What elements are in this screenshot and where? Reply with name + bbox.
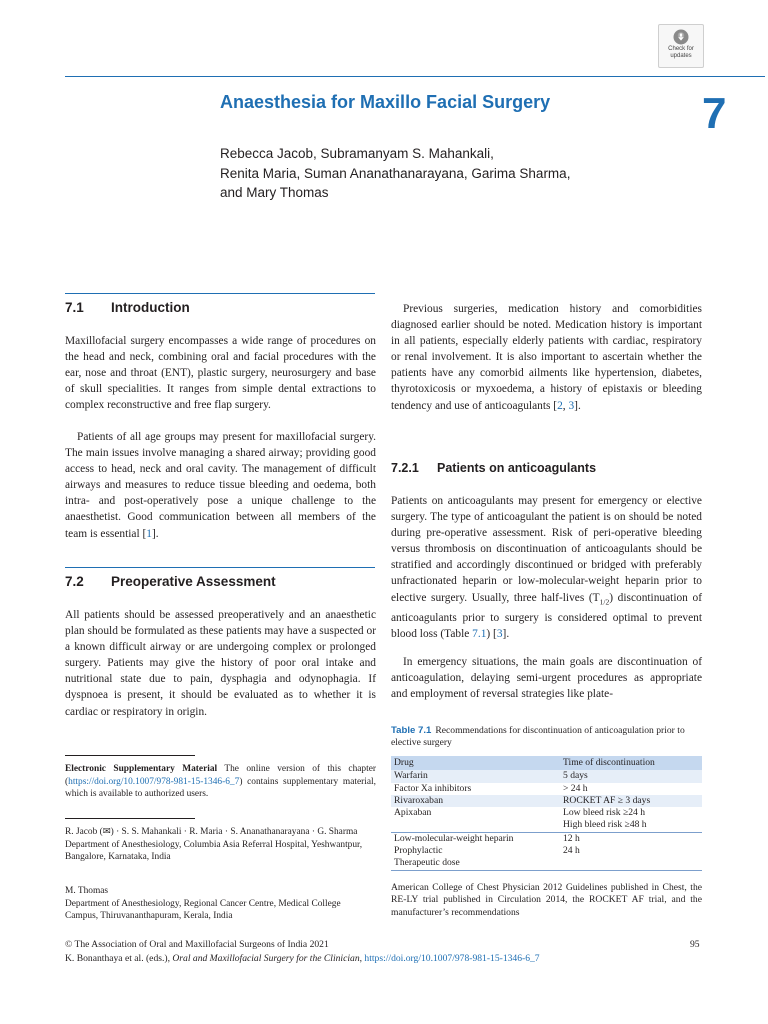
subsection-title: Patients on anticoagulants bbox=[437, 461, 597, 475]
table-label: Table 7.1 bbox=[391, 725, 432, 736]
table-cell: Rivaroxaban bbox=[391, 795, 560, 807]
table-reference-link[interactable]: 7.1 bbox=[472, 628, 487, 641]
preop-paragraph-1: All patients should be assessed preoperatively and an anaesthetic plan should be formulated as these patients may have a suspected or a known difficult airway or are undergoing complex or prolonged surgery. Patients may give the history of poor oral intake and nutritional state due to pain, dysphagia and odynophagia. If dyspnoea is present, it should be evaluated as to whether it is cardiac or respiratory in origin. bbox=[65, 609, 376, 718]
subsection-number: 7.2.1 bbox=[391, 461, 419, 475]
table-caption bbox=[391, 725, 701, 750]
section-number: 7.1 bbox=[65, 300, 84, 315]
section-rule bbox=[65, 567, 375, 568]
paragraph-text: Patients of all age groups may present for maxillofacial surgery. The main issues involve managing a shared airway; providing good access to head, neck and oral cavity. The management of difficult airways and measures to reduce tissue bleeding and oedema, both intra- and post-operatively pose a unique challenge to the anaesthetist. Good communication between all members of the team is essential [ bbox=[65, 431, 376, 540]
table-cell: Low-molecular-weight heparin bbox=[391, 832, 560, 845]
paragraph-text: ]. bbox=[152, 527, 159, 540]
citation-link[interactable]: 3 bbox=[496, 628, 503, 641]
table-row bbox=[391, 845, 702, 857]
affiliation-block bbox=[65, 826, 376, 864]
table-cell: Factor Xa inhibitors bbox=[394, 782, 472, 794]
subscript: 1/2 bbox=[599, 596, 610, 606]
citation-prefix: K. Bonanthaya et al. (eds.), bbox=[65, 953, 173, 964]
table-cell: > 24 h bbox=[563, 782, 588, 794]
table-cell: ROCKET AF ≥ 3 days bbox=[560, 795, 702, 807]
table-cell: Therapeutic dose bbox=[391, 857, 560, 870]
page-number: 95 bbox=[690, 939, 700, 950]
intro-paragraph-1: Maxillofacial surgery encompasses a wide range of procedures on the head and neck, combining oral and facial procedures with the ear, nose and throat (ENT), plastic surgery, neurosurgery and base of skull specialities. It ranges from simple dental extractions to complex reconstructive and free flap surgery. bbox=[65, 335, 376, 412]
table-cell: Prophylactic bbox=[394, 845, 443, 857]
table-row bbox=[391, 857, 702, 870]
book-title: Oral and Maxillofacial Surgery for the Clinician bbox=[172, 953, 360, 964]
header-rule bbox=[65, 76, 765, 77]
affiliation-department: Department of Anesthesiology, Columbia Asia Referral Hospital, Yeshwantpur, Bangalore, Karnataka, India bbox=[65, 839, 363, 862]
supplementary-note bbox=[65, 763, 376, 801]
table-header-row bbox=[391, 756, 702, 770]
footnote-rule bbox=[65, 755, 195, 756]
intro-paragraph-2 bbox=[65, 429, 376, 542]
table-cell: Low bleed risk ≥24 h bbox=[563, 807, 646, 819]
table-row bbox=[391, 807, 702, 819]
affiliation-names: R. Jacob (✉) · S. S. Mahankali · R. Maria · S. Ananathanarayana · G. Sharma bbox=[65, 827, 358, 837]
citation-separator: , bbox=[359, 953, 365, 964]
paragraph-text: ]. bbox=[574, 399, 581, 412]
table-cell: 5 days bbox=[560, 770, 702, 782]
paragraph-text: ) discontinuation of anticoagulants prior to surgery is considered optimal to prevent blood loss (Table bbox=[391, 591, 702, 641]
section-heading-preoperative bbox=[65, 574, 276, 589]
paragraph-text: , bbox=[562, 399, 569, 412]
supplementary-link[interactable]: https://doi.org/10.1007/978-981-15-1346-6_7 bbox=[68, 776, 240, 787]
citation-line bbox=[65, 952, 540, 965]
table-header-cell: Drug bbox=[391, 756, 560, 770]
author-line: Renita Maria, Suman Ananathanarayana, Garima Sharma, bbox=[220, 165, 571, 181]
copyright-line: © The Association of Oral and Maxillofacial Surgeons of India 2021 bbox=[65, 939, 329, 950]
section-rule bbox=[65, 293, 375, 294]
table-cell: Warfarin bbox=[391, 770, 560, 782]
anticoagulant-paragraph-2: In emergency situations, the main goals are discontinuation of anticoagulation, delaying semi-urgent procedures as appropriate and employment of reversal strategies like plate- bbox=[391, 656, 702, 701]
badge-line1: Check for bbox=[668, 46, 694, 52]
table-cell bbox=[391, 819, 560, 832]
table-cell: 24 h bbox=[563, 845, 580, 857]
crossmark-icon bbox=[673, 29, 689, 45]
supplementary-label: Electronic Supplementary Material bbox=[65, 764, 218, 774]
affiliation-block bbox=[65, 885, 376, 923]
paragraph-text: Patients on anticoagulants may present for emergency or elective surgery. The type of anticoagulant the patient is on should be noted during pre-operative assessment. Risk of peri-operative bleeding versus thrombosis on discontinuation of anticoagulants should be stratified and accordingly discontinued or bridged with preferably unfractionated heparin or low-molecular-weight heparin prior to elective surgery. Usually, three half-lives (T bbox=[391, 495, 702, 604]
history-paragraph bbox=[391, 301, 702, 414]
paragraph-text: ]. bbox=[502, 628, 510, 641]
section-title: Preoperative Assessment bbox=[111, 574, 276, 589]
doi-link[interactable]: https://doi.org/10.1007/978-981-15-1346-6_7 bbox=[364, 953, 540, 964]
table-caption-text: Recommendations for discontinuation of anticoagulation prior to elective surgery bbox=[391, 725, 685, 749]
anticoagulation-table bbox=[391, 756, 702, 871]
table-row bbox=[391, 770, 702, 782]
author-line: and Mary Thomas bbox=[220, 185, 329, 200]
subsection-heading-anticoagulants bbox=[391, 461, 596, 475]
table-footnote: American College of Chest Physician 2012 Guidelines published in Chest, the RE-LY trial published in Circulation 2014, the ROCKET AF trial, and the manufacturer’s recommendations bbox=[391, 882, 702, 918]
table-cell: Apixaban bbox=[394, 807, 432, 819]
table-cell: 12 h bbox=[560, 832, 702, 845]
footnote-rule bbox=[65, 818, 195, 819]
paragraph-text: ) [ bbox=[486, 628, 497, 641]
affiliation-names: M. Thomas bbox=[65, 886, 109, 896]
citation-link[interactable]: 3 bbox=[568, 399, 575, 412]
table-header-cell: Time of discontinuation bbox=[560, 756, 702, 770]
author-line: Rebecca Jacob, Subramanyam S. Mahankali, bbox=[220, 146, 494, 161]
affiliation-department: Department of Anesthesiology, Regional Cancer Centre, Medical College Campus, Thiruvananthapuram, Kerala, India bbox=[65, 898, 341, 921]
supplementary-text: The online version of this chapter ( bbox=[65, 764, 376, 787]
chapter-number: 7 bbox=[702, 89, 727, 138]
anticoagulant-paragraph-1 bbox=[391, 493, 702, 642]
badge-line2: updates bbox=[670, 52, 692, 59]
paragraph-text: Previous surgeries, medication history and comorbidities diagnosed earlier should be noted. Medication history is important in all patients, especially elderly patients with cardiac, respiratory or renal involvement. It is also important to ascertain whether the patients have any comorbid ailments like hypertension, diabetes, thyrotoxicosis or myxoedema, a history of epistaxis or bleeding tendency and use of anticoagulants [ bbox=[391, 303, 702, 412]
table-row bbox=[391, 832, 702, 845]
check-for-updates-badge[interactable] bbox=[658, 24, 704, 68]
section-title: Introduction bbox=[111, 300, 190, 315]
section-number: 7.2 bbox=[65, 574, 84, 589]
section-heading-introduction bbox=[65, 300, 190, 315]
supplementary-text: ) contains supplementary material, which is available to authorized users. bbox=[65, 776, 376, 799]
table-cell: High bleed risk ≥48 h bbox=[563, 819, 647, 831]
citation-link[interactable]: 1 bbox=[146, 527, 152, 540]
table-row bbox=[391, 819, 702, 832]
table-cell bbox=[560, 857, 702, 870]
author-list bbox=[220, 144, 570, 203]
table-row bbox=[391, 783, 702, 795]
table-row bbox=[391, 795, 702, 807]
citation-link[interactable]: 2 bbox=[557, 399, 563, 412]
chapter-title: Anaesthesia for Maxillo Facial Surgery bbox=[220, 92, 551, 112]
